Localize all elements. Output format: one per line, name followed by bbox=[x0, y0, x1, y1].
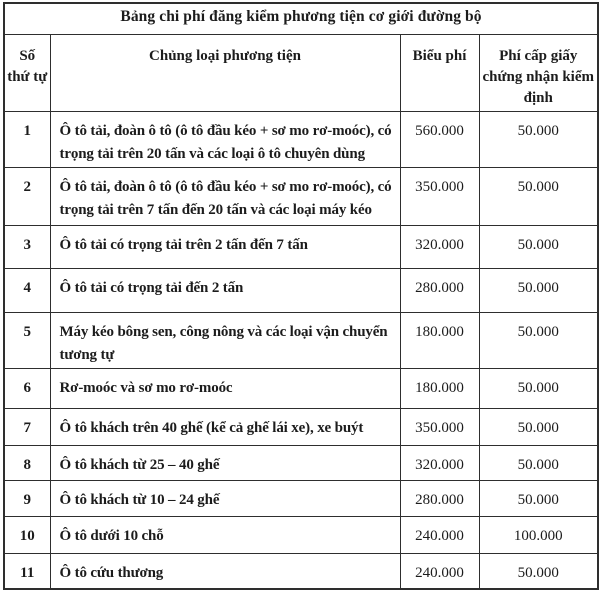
vehicle-type-cell: Ô tô tải có trọng tải đến 2 tấn bbox=[50, 269, 400, 313]
fee-cell: 280.000 bbox=[400, 481, 479, 517]
cert-fee-cell: 50.000 bbox=[479, 369, 598, 409]
fee-cell: 240.000 bbox=[400, 517, 479, 554]
table-row bbox=[4, 554, 598, 589]
vehicle-type-cell: Ô tô tải, đoàn ô tô (ô tô đầu kéo + sơ mo rơ-moóc), có trọng tải trên 7 tấn đến 20 tấn và các loại máy kéo bbox=[50, 168, 400, 226]
col-header-no: Số thứ tự bbox=[4, 34, 50, 112]
row-no: 7 bbox=[4, 409, 50, 446]
row-no: 3 bbox=[4, 226, 50, 269]
row-no: 1 bbox=[4, 112, 50, 168]
col-header-fee: Biểu phí bbox=[400, 34, 479, 112]
col-header-vehicle-type: Chủng loại phương tiện bbox=[50, 34, 400, 112]
vehicle-type-cell: Ô tô khách từ 25 – 40 ghế bbox=[50, 446, 400, 481]
fee-cell: 560.000 bbox=[400, 112, 479, 168]
row-no: 2 bbox=[4, 168, 50, 226]
cert-fee-cell: 50.000 bbox=[479, 269, 598, 313]
cert-fee-cell: 50.000 bbox=[479, 554, 598, 589]
fee-cell: 180.000 bbox=[400, 369, 479, 409]
table-row bbox=[4, 481, 598, 517]
table-row bbox=[4, 313, 598, 369]
fee-cell: 320.000 bbox=[400, 446, 479, 481]
row-no: 5 bbox=[4, 313, 50, 369]
table-row bbox=[4, 168, 598, 226]
table-row bbox=[4, 112, 598, 168]
fee-cell: 180.000 bbox=[400, 313, 479, 369]
table-row bbox=[4, 517, 598, 554]
table-row bbox=[4, 226, 598, 269]
row-no: 11 bbox=[4, 554, 50, 589]
cert-fee-cell: 100.000 bbox=[479, 517, 598, 554]
cert-fee-cell: 50.000 bbox=[479, 409, 598, 446]
fee-cell: 240.000 bbox=[400, 554, 479, 589]
cert-fee-cell: 50.000 bbox=[479, 446, 598, 481]
table-title-row bbox=[4, 3, 598, 34]
table-title: Bảng chi phí đăng kiểm phương tiện cơ giới đường bộ bbox=[4, 3, 598, 34]
cert-fee-cell: 50.000 bbox=[479, 226, 598, 269]
fee-cell: 280.000 bbox=[400, 269, 479, 313]
row-no: 4 bbox=[4, 269, 50, 313]
row-no: 10 bbox=[4, 517, 50, 554]
col-header-cert-fee: Phí cấp giấy chứng nhận kiểm định bbox=[479, 34, 598, 112]
vehicle-type-cell: Ô tô khách từ 10 – 24 ghế bbox=[50, 481, 400, 517]
vehicle-type-cell: Ô tô tải có trọng tải trên 2 tấn đến 7 tấn bbox=[50, 226, 400, 269]
fee-cell: 350.000 bbox=[400, 168, 479, 226]
cert-fee-cell: 50.000 bbox=[479, 481, 598, 517]
cert-fee-cell: 50.000 bbox=[479, 313, 598, 369]
vehicle-type-cell: Ô tô khách trên 40 ghế (kể cả ghế lái xe), xe buýt bbox=[50, 409, 400, 446]
cert-fee-cell: 50.000 bbox=[479, 168, 598, 226]
table-row bbox=[4, 409, 598, 446]
vehicle-type-cell: Ô tô tải, đoàn ô tô (ô tô đầu kéo + sơ mo rơ-moóc), có trọng tải trên 20 tấn và các loại ô tô chuyên dùng bbox=[50, 112, 400, 168]
fee-cell: 350.000 bbox=[400, 409, 479, 446]
vehicle-type-cell: Rơ-moóc và sơ mo rơ-moóc bbox=[50, 369, 400, 409]
row-no: 9 bbox=[4, 481, 50, 517]
vehicle-type-cell: Ô tô dưới 10 chỗ bbox=[50, 517, 400, 554]
row-no: 6 bbox=[4, 369, 50, 409]
fee-cell: 320.000 bbox=[400, 226, 479, 269]
cert-fee-cell: 50.000 bbox=[479, 112, 598, 168]
table-row bbox=[4, 369, 598, 409]
table-row bbox=[4, 269, 598, 313]
vehicle-type-cell: Máy kéo bông sen, công nông và các loại vận chuyển tương tự bbox=[50, 313, 400, 369]
row-no: 8 bbox=[4, 446, 50, 481]
table-row bbox=[4, 446, 598, 481]
vehicle-type-cell: Ô tô cứu thương bbox=[50, 554, 400, 589]
table-header-row bbox=[4, 34, 598, 112]
fee-table bbox=[3, 2, 599, 590]
